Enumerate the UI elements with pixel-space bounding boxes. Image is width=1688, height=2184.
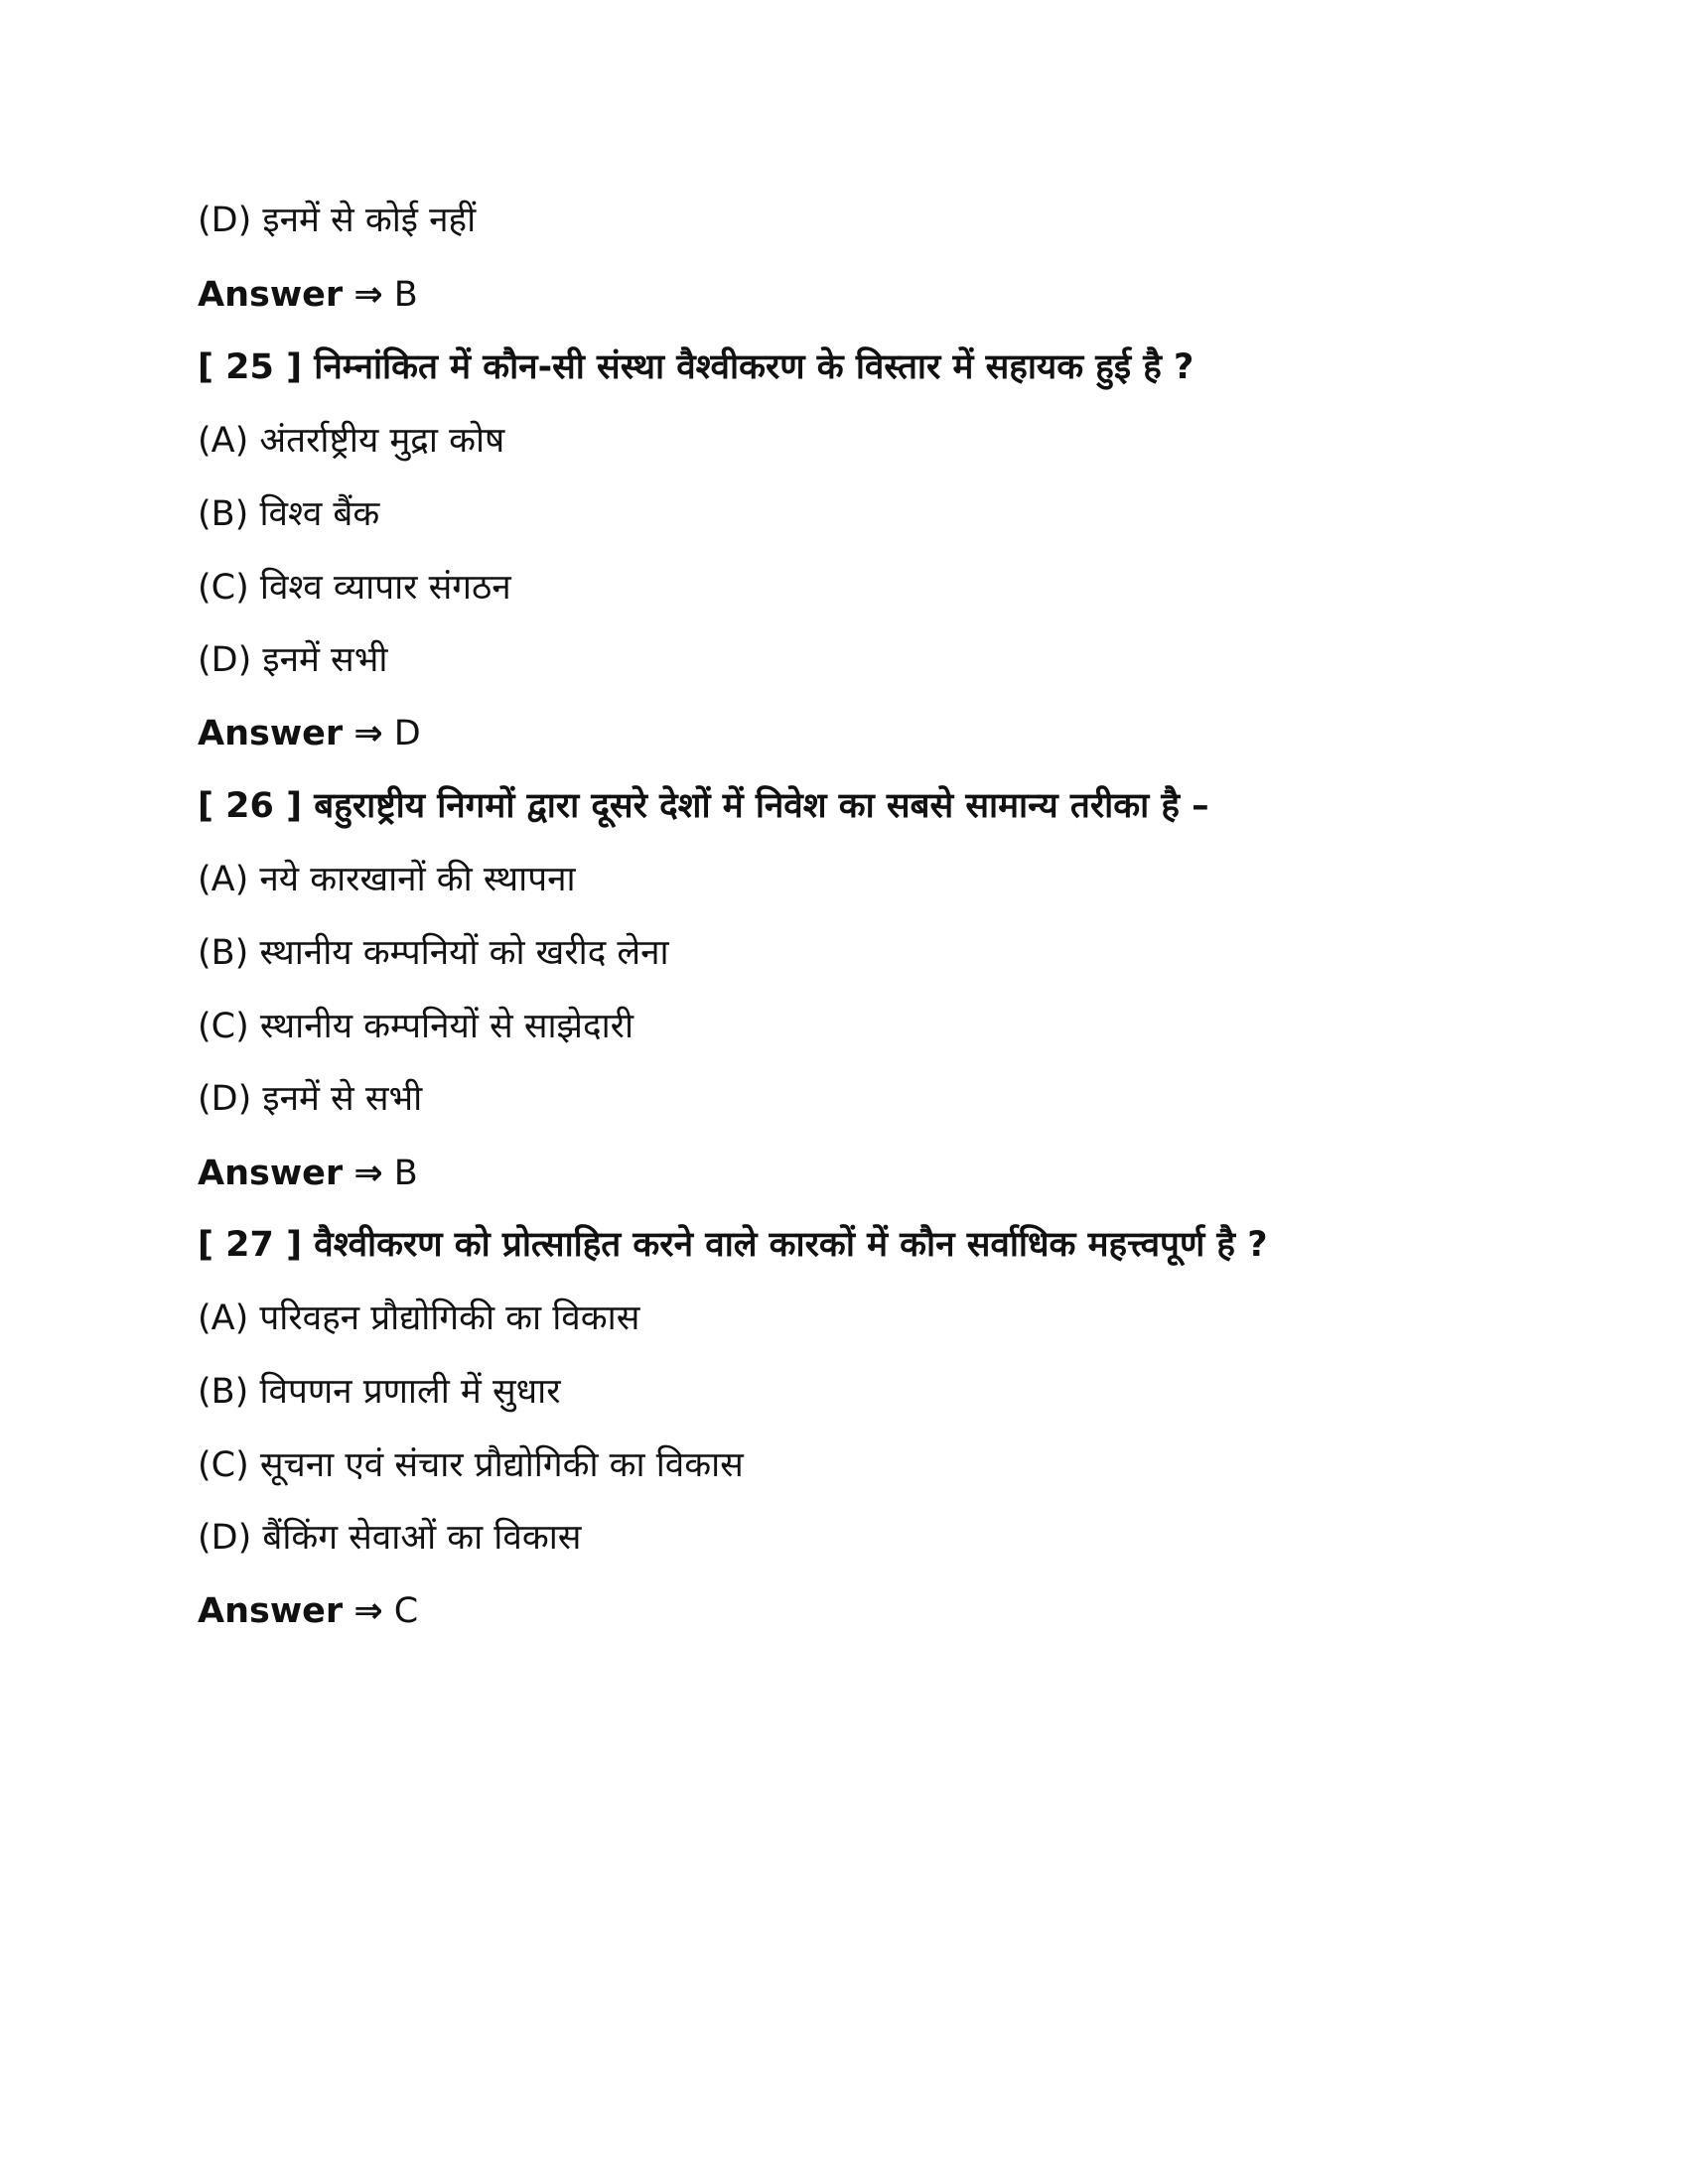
option-item: (A) नये कारखानों की स्थापना: [198, 860, 576, 899]
answer-arrow: ⇒: [353, 1154, 383, 1193]
answer-value: D: [393, 714, 421, 753]
option-item: (B) विश्व बैंक: [198, 494, 380, 534]
option-item: (C) विश्व व्यापार संगठन: [198, 568, 511, 608]
answer-value: C: [393, 1591, 419, 1631]
option-item: (A) अंतर्राष्ट्रीय मुद्रा कोष: [198, 421, 505, 461]
answer-arrow: ⇒: [353, 714, 383, 753]
option-item: (D) बैंकिंग सेवाओं का विकास: [198, 1518, 582, 1558]
answer-line: [198, 712, 421, 755]
question-title: [ 27 ] वैश्वीकरण को प्रोत्साहित करने वाले कारकों में कौन सर्वाधिक महत्त्वपूर्ण है ?: [198, 1225, 1268, 1265]
answer-label: Answer: [198, 275, 344, 315]
option-item: (A) परिवहन प्रौद्योगिकी का विकास: [198, 1298, 640, 1338]
answer-arrow: ⇒: [353, 275, 383, 315]
option-item: (C) स्थानीय कम्पनियों से साझेदारी: [198, 1007, 634, 1046]
answer-arrow: ⇒: [353, 1591, 383, 1631]
answer-line: [198, 1589, 418, 1633]
answer-value: B: [393, 1154, 418, 1193]
option-item: (B) स्थानीय कम्पनियों को खरीद लेना: [198, 933, 669, 973]
question-title: [ 26 ] बहुराष्ट्रीय निगमों द्वारा दूसरे देशों में निवेश का सबसे सामान्य तरीका है –: [198, 786, 1209, 826]
option-item: (D) इनमें से सभी: [198, 1079, 423, 1119]
option-item: (C) सूचना एवं संचार प्रौद्योगिकी का विकास: [198, 1445, 744, 1485]
answer-line: [198, 273, 418, 317]
option-item: (D) इनमें सभी: [198, 640, 388, 680]
answer-line: [198, 1152, 418, 1195]
option-item: (B) विपणन प्रणाली में सुधार: [198, 1372, 561, 1412]
answer-label: Answer: [198, 1591, 344, 1631]
question-title: [ 25 ] निम्नांकित में कौन-सी संस्था वैश्वीकरण के विस्तार में सहायक हुई है ?: [198, 347, 1195, 387]
answer-value: B: [393, 275, 418, 315]
answer-label: Answer: [198, 714, 344, 753]
answer-label: Answer: [198, 1154, 344, 1193]
option-item: (D) इनमें से कोई नहीं: [198, 201, 477, 240]
